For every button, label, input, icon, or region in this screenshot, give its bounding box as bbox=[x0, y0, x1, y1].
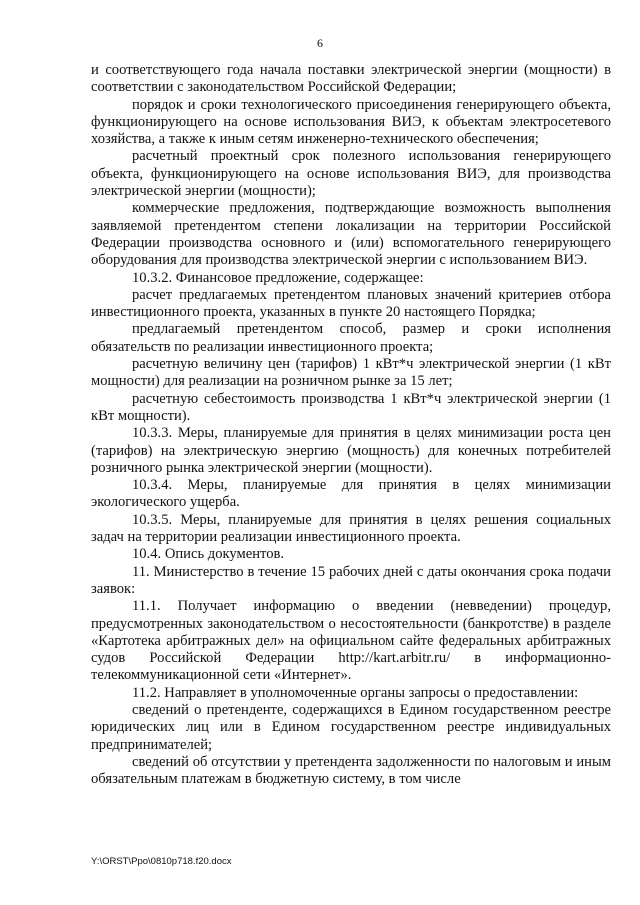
paragraph: 11.2. Направляет в уполномоченные органы запросы о предоставлении: bbox=[132, 684, 579, 701]
paragraph: сведений об отсутствии у претендента задолженности по налоговым и иным обязательным платежам в бюджетную систему, в том числе bbox=[91, 753, 611, 788]
paragraph: расчет предлагаемых претендентом плановых значений критериев отбора инвестиционного проекта, указанных в пункте 20 настоящего Порядка; bbox=[91, 286, 611, 321]
paragraph: 10.3.4. Меры, планируемые для принятия в целях минимизации экологического ущерба. bbox=[91, 477, 611, 511]
paragraph: коммерческие предложения, подтверждающие возможность выполнения заявляемой претендентом степени локализации на территории Российской Федерации производства основного и (или) вспомогательного генерирующего оборудования для производства электрической энергии с использованием ВИЭ. bbox=[91, 200, 611, 269]
paragraph: расчетный проектный срок полезного использования генерирующего объекта, функционирующего на основе использования ВИЭ, для производства электрической энергии (мощности); bbox=[91, 148, 611, 200]
paragraph: сведений о претенденте, содержащихся в Едином государственном реестре юридических лиц или в Едином государственном реестре индивидуальных предпринимателей; bbox=[91, 701, 611, 753]
document-body bbox=[91, 62, 611, 788]
paragraph: 11.1. Получает информацию о введении (невведении) процедур, предусмотренных законодательством о несостоятельности (банкротстве) в разделе «Картотека арбитражных дел» на официальном сайте федеральных арбитражных судов Российской Федерации http://kart.arbitr.ru/ в информационно-телекоммуникационной сети «Интернет». bbox=[91, 598, 611, 684]
paragraph: предлагаемый претендентом способ, размер и сроки исполнения обязательств по реализации инвестиционного проекта; bbox=[91, 321, 611, 355]
paragraph: 10.4. Опись документов. bbox=[132, 546, 285, 563]
paragraph: расчетную себестоимость производства 1 кВт*ч электрической энергии (1 кВт мощности). bbox=[91, 390, 611, 424]
page-number: 6 bbox=[317, 36, 323, 50]
paragraph: расчетную величину цен (тарифов) 1 кВт*ч электрической энергии (1 кВт мощности) для реализации на розничном рынке за 15 лет; bbox=[91, 356, 611, 390]
paragraph: и соответствующего года начала поставки электрической энергии (мощности) в соответствии с законодательством Российской Федерации; bbox=[91, 62, 611, 96]
paragraph: 10.3.5. Меры, планируемые для принятия в целях решения социальных задач на территории реализации инвестиционного проекта. bbox=[91, 511, 611, 546]
paragraph: порядок и сроки технологического присоединения генерирующего объекта, функционирующего на основе использования ВИЭ, к объектам электросетевого хозяйства, а также к иным сетям инженерно-технического обеспечения; bbox=[91, 96, 611, 148]
paragraph: 10.3.2. Финансовое предложение, содержащее: bbox=[132, 269, 424, 286]
footer-file-path: Y:\ORST\Ppo\0810p718.f20.docx bbox=[91, 856, 232, 867]
paragraph: 10.3.3. Меры, планируемые для принятия в целях минимизации роста цен (тарифов) на электрическую энергию (мощность) для конечных потребителей розничного рынка электрической энергии (мощности). bbox=[91, 425, 611, 476]
paragraph: 11. Министерство в течение 15 рабочих дней с даты окончания срока подачи заявок: bbox=[91, 563, 611, 597]
